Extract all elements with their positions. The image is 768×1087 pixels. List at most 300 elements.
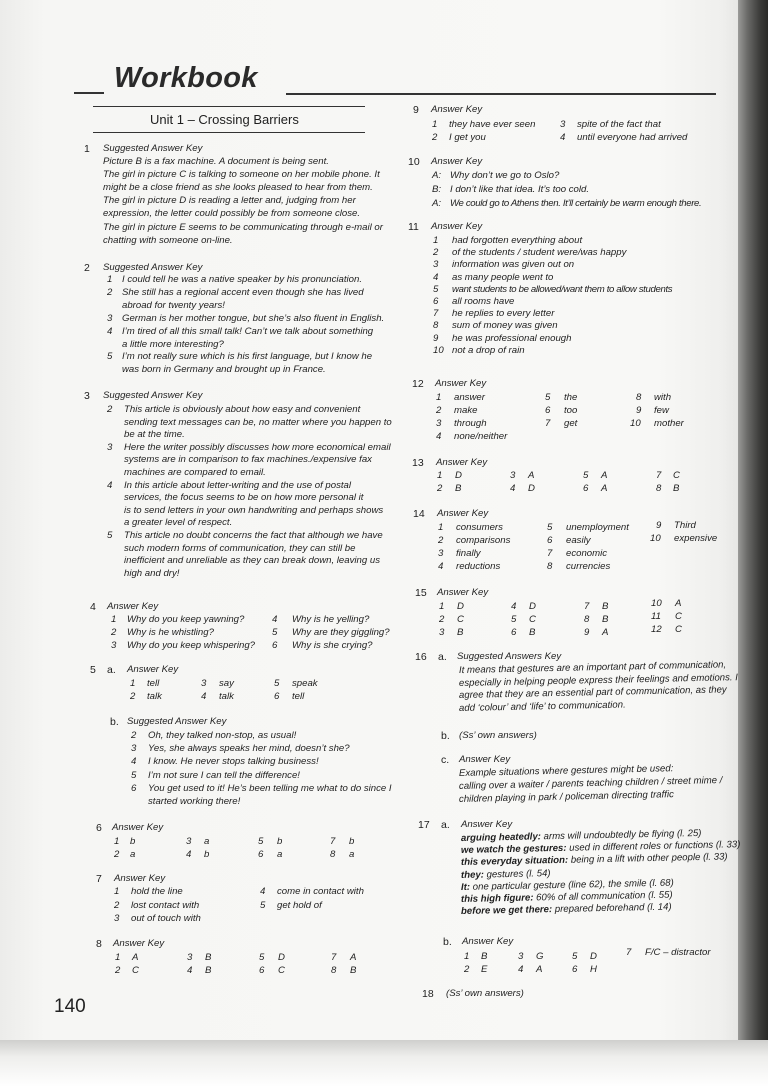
section-number: 7 (96, 873, 102, 885)
item-answer: none/neither (454, 431, 508, 442)
text-line: agree that they are an essential part of communication, as they (458, 684, 727, 702)
page-title: Workbook (114, 62, 258, 94)
item-number: 2 (114, 899, 120, 911)
text-line: calling over a waiter / parents teaching children / street mime / (458, 774, 723, 792)
item-number: 5 (545, 392, 551, 403)
answer-phrase: before we get there: (460, 904, 553, 918)
section-title: Answer Key (113, 938, 165, 949)
section-title: Answer Key (437, 587, 489, 598)
item-number: 3 (510, 470, 516, 481)
section-title: Answer Key (127, 664, 179, 675)
letter-answer: C (673, 470, 680, 481)
letter-answer: a (204, 836, 210, 847)
text-line: The girl in picture C is talking to someone on her mobile phone. It (103, 169, 380, 181)
item-number: 3 (114, 913, 120, 924)
item-text: is to send letters in your own handwriting and perhaps shows (124, 504, 384, 516)
item-number: 1 (111, 614, 117, 625)
item-answer: easily (566, 535, 591, 546)
answer-phrase: arguing heatedly: (460, 831, 542, 844)
item-number: 4 (510, 483, 516, 494)
letter-answer: A (528, 470, 535, 481)
item-number: 4 (260, 886, 266, 897)
letter-answer: A (601, 470, 608, 481)
section-number: 11 (408, 221, 419, 233)
item-number: 3 (107, 441, 113, 453)
item-text: I know. He never stops talking business! (148, 756, 319, 768)
section-title: Answer Key (431, 221, 483, 232)
item-answer: expensive (674, 533, 718, 544)
item-number: 6 (511, 627, 517, 638)
item-number: 1 (464, 951, 470, 962)
item-number: 4 (272, 614, 278, 625)
item-text: I’m tired of all this small talk! Can’t we talk about something (122, 325, 374, 337)
item-answer: the (564, 392, 578, 403)
item-answer: he was professional enough (452, 332, 572, 344)
item-number: 6 (545, 405, 551, 416)
item-number: 4 (201, 691, 207, 702)
item-number: 1 (114, 886, 120, 897)
letter-answer: D (457, 601, 464, 612)
item-answer: hold the line (131, 886, 183, 897)
section-title: Answer Key (107, 601, 159, 612)
part-letter: a. (438, 651, 447, 663)
item-text: abroad for twenty years! (122, 299, 225, 311)
item-text: high and dry! (124, 567, 180, 579)
letter-answer: C (529, 614, 536, 625)
item-number: 2 (436, 405, 442, 416)
section-number: 12 (412, 378, 424, 390)
word-answer: talk (219, 691, 234, 702)
answer-phrase: they: (460, 869, 485, 881)
item-number: 10 (630, 418, 641, 429)
section-number: 17 (418, 819, 430, 831)
item-answer: Third (674, 520, 696, 531)
section-title: Answer Key (114, 873, 166, 884)
item-text: I’m not sure I can tell the difference! (148, 769, 300, 781)
letter-answer: C (457, 614, 464, 625)
item-number: 3 (187, 952, 193, 963)
part-letter: a. (107, 664, 116, 676)
letter-answer: A (601, 483, 608, 494)
section-title: Answer Key (462, 936, 514, 947)
answer-phrase: this everyday situation: (460, 855, 569, 869)
item-number: 6 (131, 782, 137, 794)
item-number: 3 (560, 119, 566, 130)
section-title: Answer Key (459, 754, 511, 765)
item-number: 8 (547, 561, 553, 572)
item-answer: comparisons (456, 535, 511, 546)
item-number: 7 (545, 418, 551, 429)
item-text: systems are in comparison to fax machines./expensive fax (124, 454, 372, 466)
item-number: 5 (272, 627, 278, 638)
item-answer: they have ever seen (449, 119, 536, 130)
section-number: 8 (96, 938, 102, 950)
item-answer: get (564, 418, 578, 429)
section-number: 6 (96, 822, 102, 834)
item-answer: Why are they giggling? (292, 627, 390, 638)
item-number: 7 (547, 548, 553, 559)
item-answer: come in contact with (277, 886, 364, 897)
item-number: 6 (433, 296, 439, 307)
item-number: 1 (114, 836, 120, 847)
letter-answer: F/C – distractor (645, 947, 711, 958)
letter-answer: D (529, 601, 536, 612)
item-number: 11 (651, 611, 661, 622)
item-number: 5 (131, 769, 137, 781)
word-answer: say (219, 678, 234, 689)
item-number: 2 (438, 535, 444, 546)
section-title: Answer Key (436, 457, 488, 468)
letter-answer: G (536, 951, 544, 962)
item-answer: through (454, 418, 487, 429)
item-number: 2 (130, 691, 136, 702)
letter-answer: a (277, 849, 283, 860)
item-number: 2 (131, 730, 137, 741)
item-number: 6 (572, 964, 578, 975)
text-line: It means that gestures are an important part of communication, (458, 659, 727, 676)
item-number: 7 (433, 308, 439, 320)
text-line: Example situations where gestures might be used: (458, 763, 674, 779)
item-number: 6 (547, 535, 553, 546)
item-number: 4 (131, 756, 137, 768)
item-number: 8 (656, 483, 662, 494)
item-number: 4 (560, 132, 566, 143)
item-number: 7 (331, 952, 337, 963)
item-number: 4 (438, 561, 444, 572)
section-title: Suggested Answer Key (103, 390, 203, 401)
letter-answer: C (675, 611, 682, 622)
item-number: 2 (115, 965, 121, 976)
item-answer: Why do you keep whispering? (127, 640, 255, 651)
item-text: sending text messages can be, no matter where you happen to (124, 416, 392, 428)
item-text: was born in Germany and brought up in France. (122, 364, 326, 376)
item-text: I could tell he was a native speaker by his pronunciation. (122, 274, 362, 285)
letter-answer: C (675, 624, 682, 635)
item-text: machines are compared to email. (124, 467, 266, 478)
book-spine (738, 0, 768, 1040)
text-line: especially in helping people express their feelings and emotions. I (458, 671, 738, 689)
header-rule (286, 93, 716, 95)
letter-answer: A (602, 627, 609, 638)
item-answer: reductions (456, 561, 501, 572)
item-number: 9 (656, 520, 662, 531)
item-number: 6 (258, 849, 264, 860)
item-text: a little more interesting? (122, 338, 224, 350)
item-text: She still has a regional accent even though she has lived (122, 286, 364, 298)
letter-answer: B (602, 614, 609, 625)
item-number: 5 (260, 899, 266, 911)
item-answer: until everyone had arrived (577, 132, 688, 143)
unit-rule-bottom (93, 132, 365, 133)
section-number: 9 (413, 104, 419, 116)
part-letter: b. (441, 730, 450, 742)
item-number: 5 (583, 470, 589, 481)
section-number: 5 (90, 664, 96, 676)
letter-answer: B (602, 601, 609, 612)
item-answer: economic (566, 548, 608, 559)
item-number: 3 (439, 627, 445, 638)
section-title: Suggested Answer Key (103, 262, 203, 273)
item-number: 5 (511, 614, 517, 625)
text-line: chatting with someone on-line. (103, 234, 233, 246)
item-number: 2 (437, 483, 443, 494)
item-number: 3 (111, 640, 117, 651)
unit-title: Unit 1 – Crossing Barriers (150, 112, 299, 127)
item-number: 5 (572, 951, 578, 962)
item-answer: get hold of (277, 899, 322, 911)
item-answer: too (564, 405, 578, 416)
item-answer: information was given out on (452, 259, 575, 271)
item-number: 12 (651, 624, 662, 635)
item-number: 4 (511, 601, 517, 612)
item-answer: few (654, 405, 669, 416)
item-answer: of the students / student were/was happy (452, 247, 627, 259)
item-answer: Why is she crying? (292, 640, 373, 651)
item-text: I’m not really sure which is his first language, but I know he (122, 351, 373, 363)
text-line: The girl in picture D is reading a letter and, judging from her (103, 195, 356, 207)
item-number: 8 (330, 849, 336, 860)
text-line: The girl in picture E seems to be communicating through e-mail or (103, 221, 383, 233)
item-number: 10 (433, 344, 444, 356)
section-title: Answer Key (435, 378, 487, 389)
answer-reference: one particular gesture (line 62), the smile (l. 68) (469, 877, 674, 893)
letter-answer: B (481, 951, 488, 962)
letter-answer: C (278, 965, 285, 976)
item-answer: had forgotten everything about (452, 235, 583, 246)
item-number: 10 (651, 598, 662, 609)
section-number: 3 (84, 390, 90, 402)
item-answer: not a drop of rain (452, 344, 525, 356)
item-answer: I get you (449, 132, 486, 143)
item-answer: mother (654, 418, 684, 429)
item-text: a greater level of respect. (124, 517, 233, 529)
item-answer: Why is he yelling? (292, 614, 370, 625)
item-number: 6 (583, 483, 589, 494)
item-answer: with (654, 392, 672, 403)
item-number: 3 (438, 548, 444, 559)
section-number: 1 (84, 143, 90, 155)
item-number: 8 (433, 320, 439, 332)
item-number: 3 (107, 312, 113, 324)
item-number: 4 (107, 479, 113, 491)
item-number: 2 (432, 132, 438, 143)
letter-answer: B (350, 965, 357, 976)
letter-answer: A (536, 964, 543, 975)
section-16b-text: (Ss’ own answers) (459, 730, 537, 741)
section-18-text: (Ss’ own answers) (446, 988, 524, 999)
letter-answer: B (457, 627, 464, 638)
section-number: 16 (415, 651, 427, 663)
item-text: be at the time. (124, 429, 185, 441)
item-text: Here the writer possibly discusses how more economical email (124, 441, 391, 453)
section-title: Answer Key (431, 104, 483, 115)
item-number: 9 (433, 332, 439, 344)
letter-answer: B (673, 483, 680, 494)
item-number: 6 (259, 965, 265, 976)
letter-answer: A (350, 952, 357, 963)
item-answer: lost contact with (131, 899, 200, 911)
part-letter: b. (443, 936, 452, 948)
section-number: 18 (422, 988, 434, 1000)
item-number: 1 (437, 470, 443, 481)
section-title: Suggested Answers Key (457, 651, 562, 662)
item-number: 5 (107, 351, 113, 363)
letter-answer: E (481, 964, 488, 975)
word-answer: tell (147, 678, 160, 689)
text-line: expression, the letter could possibly be from someone close. (103, 208, 361, 220)
section-number: 15 (415, 587, 427, 599)
item-answer: finally (456, 548, 481, 559)
section-number: 14 (413, 508, 425, 520)
letter-answer: A (132, 952, 139, 963)
item-number: 1 (436, 392, 442, 403)
word-answer: talk (147, 691, 162, 702)
section-number: 10 (408, 156, 420, 168)
section-title: Suggested Answer Key (127, 716, 227, 727)
item-text: such modern forms of communication, they can still be (124, 542, 356, 554)
dialogue-line: We could go to Athens then. It’ll certainly be warm enough there. (450, 198, 702, 209)
dialogue-line: I don’t like that idea. It’s too cold. (450, 184, 590, 195)
word-answer: speak (292, 678, 318, 689)
answer-reference: gestures (l. 54) (483, 867, 551, 881)
section-number: 13 (412, 457, 424, 469)
letter-answer: a (130, 849, 136, 860)
item-text: This article is obviously about how easy and convenient (124, 404, 361, 415)
item-number: 5 (258, 836, 264, 847)
item-number: 2 (111, 627, 117, 638)
item-number: 5 (433, 283, 439, 295)
item-number: 7 (656, 470, 662, 481)
section-title: Answer Key (431, 156, 483, 167)
part-letter: a. (441, 819, 450, 831)
item-number: 1 (130, 678, 136, 689)
answer-phrase: we watch the gestures: (460, 842, 567, 857)
speaker-label: B: (432, 184, 442, 195)
item-answer: want students to be allowed/want them to allow students (452, 283, 673, 295)
header-dash (74, 92, 104, 94)
answer-phrase: this high figure: (460, 892, 534, 905)
text-line: Picture B is a fax machine. A document is being sent. (103, 156, 329, 167)
item-number: 1 (433, 235, 439, 246)
page-number: 140 (54, 996, 86, 1017)
item-number: 5 (259, 952, 265, 963)
item-answer: answer (454, 392, 485, 403)
item-number: 2 (107, 404, 113, 415)
item-number: 2 (464, 964, 470, 975)
letter-answer: a (349, 849, 355, 860)
page-bottom-edge (0, 1040, 768, 1087)
item-number: 3 (186, 836, 192, 847)
item-text: inefficient and unreliable as they can break down, leaving us (124, 555, 380, 567)
answer-row (461, 868, 551, 881)
item-text: Yes, she always speaks her mind, doesn’t she? (148, 743, 350, 755)
word-answer: tell (292, 691, 305, 702)
item-number: 4 (436, 431, 442, 442)
item-number: 5 (274, 678, 280, 689)
letter-answer: b (130, 836, 136, 847)
letter-answer: C (132, 965, 139, 976)
item-answer: consumers (456, 522, 503, 533)
letter-answer: b (277, 836, 283, 847)
item-number: 2 (114, 849, 120, 860)
letter-answer: B (205, 965, 212, 976)
letter-answer: D (278, 952, 285, 963)
item-number: 9 (636, 405, 642, 416)
letter-answer: A (675, 598, 682, 609)
speaker-label: A: (432, 198, 442, 209)
item-answer: he replies to every letter (452, 308, 555, 320)
item-text: Oh, they talked non-stop, as usual! (148, 730, 297, 741)
letter-answer: D (528, 483, 535, 494)
item-answer: currencies (566, 561, 611, 572)
item-answer: spite of the fact that (577, 119, 661, 130)
item-number: 3 (518, 951, 524, 962)
answer-phrase: It: (460, 881, 471, 893)
dialogue-line: Why don’t we go to Oslo? (450, 170, 560, 181)
item-answer: make (454, 405, 478, 416)
answer-reference: being in a lift with other people (l. 33) (568, 851, 728, 867)
answer-reference: arms will undoubtedly be flying (l. 25) (540, 827, 702, 843)
item-number: 1 (438, 522, 444, 533)
speaker-label: A: (432, 170, 442, 181)
text-line: children playing in park / policeman directing traffic (458, 788, 674, 805)
item-answer: all rooms have (452, 296, 515, 307)
item-text: You get used to it! He’s been telling me what to do since I (148, 782, 392, 794)
item-number: 5 (107, 530, 113, 541)
letter-answer: D (590, 951, 597, 962)
item-number: 8 (584, 614, 590, 625)
answer-reference: prepared beforehand (l. 14) (552, 901, 672, 916)
item-number: 1 (432, 119, 438, 130)
item-number: 2 (107, 286, 113, 298)
item-answer: sum of money was given (452, 320, 558, 332)
item-number: 3 (433, 259, 439, 271)
letter-answer: B (529, 627, 536, 638)
item-number: 6 (272, 640, 278, 651)
unit-rule-top (93, 106, 365, 107)
item-number: 2 (439, 614, 445, 625)
letter-answer: D (455, 470, 462, 481)
item-number: 8 (636, 392, 642, 403)
letter-answer: b (204, 849, 210, 860)
item-number: 1 (115, 952, 121, 963)
letter-answer: H (590, 964, 597, 975)
item-text: This article no doubt concerns the fact that although we have (124, 530, 383, 541)
item-number: 4 (187, 965, 193, 976)
text-line: add ‘colour’ and ‘life’ to communication. (458, 699, 626, 714)
item-number: 9 (584, 627, 590, 638)
section-title: Answer Key (112, 822, 164, 833)
part-letter: c. (441, 754, 450, 766)
item-number: 3 (201, 678, 207, 689)
answer-reference: 60% of all communication (l. 55) (533, 889, 673, 904)
item-text: started working there! (148, 796, 241, 807)
item-number: 3 (436, 418, 442, 429)
item-number: 6 (274, 691, 280, 702)
item-answer: unemployment (566, 522, 629, 533)
section-title: Answer Key (437, 508, 489, 519)
section-title: Suggested Answer Key (103, 143, 203, 154)
item-number: 7 (626, 947, 632, 958)
text-line: might be a close friend as she looks pleased to hear from them. (103, 182, 373, 194)
section-number: 2 (84, 262, 90, 274)
item-number: 1 (439, 601, 445, 612)
item-number: 1 (107, 274, 113, 285)
item-number: 4 (518, 964, 524, 975)
part-letter: b. (110, 716, 119, 728)
item-number: 4 (186, 849, 192, 860)
answer-reference: used in different roles or functions (l. 33) (566, 839, 741, 854)
